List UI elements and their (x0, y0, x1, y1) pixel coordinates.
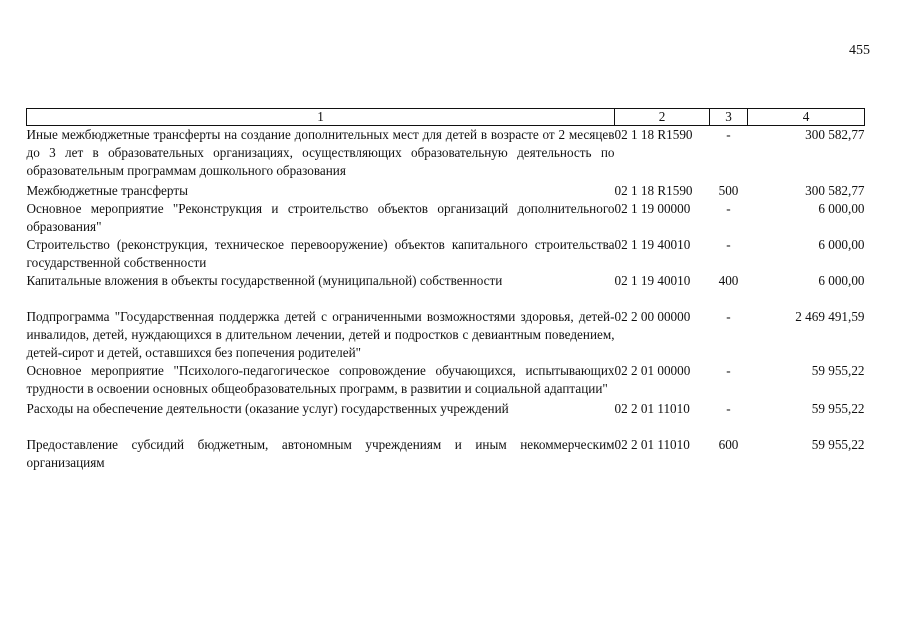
row-code: 02 1 18 R1590 (614, 183, 693, 198)
header-col-4: 4 (748, 109, 865, 126)
row-name: Подпрограмма "Государственная поддержка детей с ограниченными возможностями здоровья, детей-инвалидов, детей, нуждающихся в длительном лечении, детей и подростков с девиантным поведением, детей-сирот и детей, оставшихся без попечения родителей" (26, 309, 615, 360)
row-sum: 59 955,22 (811, 363, 865, 378)
row-sum: 6 000,00 (818, 273, 865, 288)
table-row (27, 436, 865, 472)
row-type: - (726, 401, 731, 416)
row-name: Капитальные вложения в объекты государственной (муниципальной) собственности (26, 273, 503, 288)
row-name: Основное мероприятие "Реконструкция и строительство объектов организаций дополнительного образования" (26, 201, 615, 234)
row-code: 02 1 19 40010 (614, 273, 691, 288)
row-name: Межбюджетные трансферты (26, 183, 188, 198)
row-code: 02 2 01 11010 (614, 437, 690, 452)
row-sum: 2 469 491,59 (795, 309, 865, 324)
row-type: - (726, 363, 731, 378)
row-code: 02 1 19 00000 (614, 201, 691, 216)
table-row (27, 236, 865, 272)
row-name: Иные межбюджетные трансферты на создание дополнительных мест для детей в возрасте от 2 месяцев до 3 лет в образовательных организациях, осуществляющих образовательную деятельность по образовательным программам дошкольного образования (26, 127, 615, 178)
table-row (27, 400, 865, 436)
row-type: - (726, 237, 731, 252)
table-row (27, 308, 865, 362)
page-number: 455 (849, 43, 870, 58)
row-sum: 300 582,77 (805, 127, 865, 142)
row-type: - (726, 309, 731, 324)
header-col-1: 1 (27, 109, 615, 126)
table-row (27, 182, 865, 200)
table-row (27, 200, 865, 236)
header-col-2: 2 (615, 109, 710, 126)
row-name: Предоставление субсидий бюджетным, автономным учреждениям и иным некоммерческим организациям (26, 437, 615, 470)
row-code: 02 1 18 R1590 (614, 127, 693, 142)
row-sum: 6 000,00 (818, 237, 865, 252)
row-code: 02 2 00 00000 (614, 309, 691, 324)
table-row (27, 272, 865, 308)
row-name: Основное мероприятие "Психолого-педагогическое сопровождение обучающихся, испытывающих трудности в освоении основных общеобразовательных программ, в развитии и социальной адаптации" (26, 363, 615, 396)
row-type: 400 (718, 273, 739, 288)
row-name: Расходы на обеспечение деятельности (оказание услуг) государственных учреждений (26, 401, 509, 416)
row-code: 02 1 19 40010 (614, 237, 691, 252)
row-code: 02 2 01 00000 (614, 363, 691, 378)
row-type: 600 (718, 437, 739, 452)
row-sum: 300 582,77 (805, 183, 865, 198)
row-type: 500 (718, 183, 739, 198)
header-col-3: 3 (710, 109, 748, 126)
row-type: - (726, 127, 731, 142)
row-name: Строительство (реконструкция, техническое перевооружение) объектов капитального строительства государственной собственности (26, 237, 615, 270)
row-sum: 59 955,22 (811, 401, 865, 416)
table-row (27, 126, 865, 183)
table-header-row (27, 109, 865, 126)
row-code: 02 2 01 11010 (614, 401, 690, 416)
row-sum: 59 955,22 (811, 437, 865, 452)
row-sum: 6 000,00 (818, 201, 865, 216)
budget-table (26, 108, 865, 472)
row-type: - (726, 201, 731, 216)
table-row (27, 362, 865, 400)
